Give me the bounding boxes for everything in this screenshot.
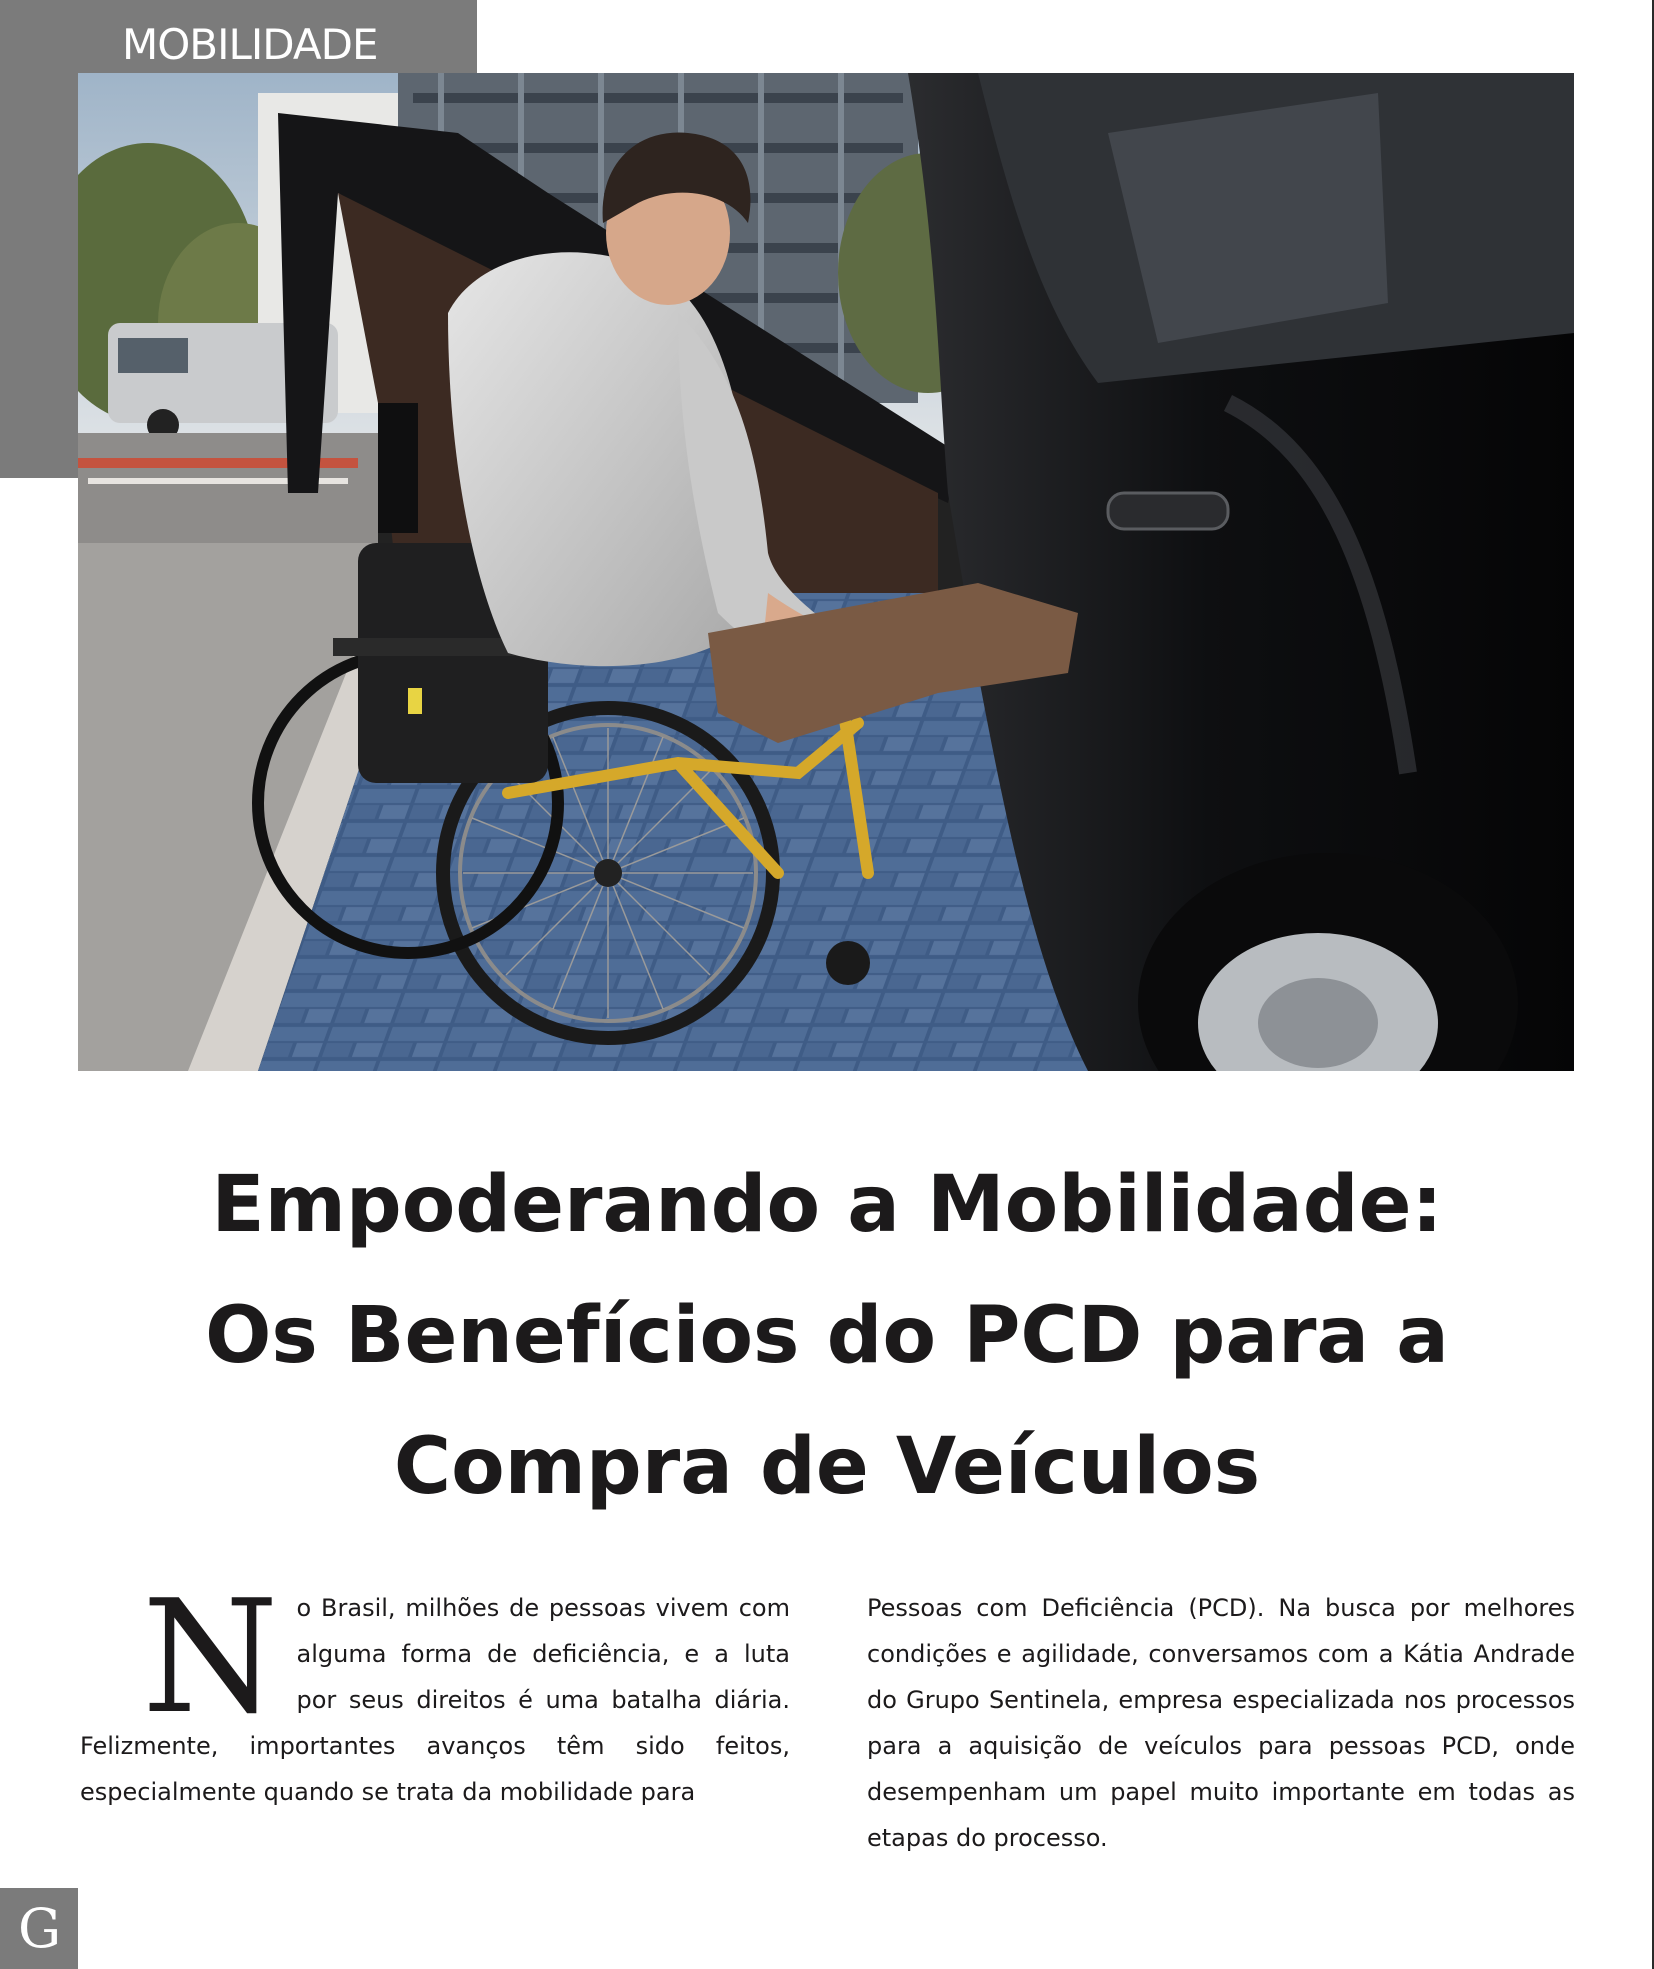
headline-line-2: Os Benefícios do PCD para a: [205, 1291, 1449, 1381]
article-text-left: o Brasil, milhões de pessoas vivem com alguma forma de deficiência, e a luta por seus direitos é uma batalha diária. Felizmente, importantes avanços têm sido feitos, especialmente quando se trata da mobilidade para: [80, 1594, 790, 1806]
page-badge-logo: G: [18, 1897, 62, 1960]
section-tag: MOBILIDADE: [122, 20, 378, 69]
article-column-left: [80, 1566, 790, 1815]
article-text-right: Pessoas com Deficiência (PCD). Na busca por melhores condições e agilidade, conversamos com a Kátia Andrade do Grupo Sentinela, empresa especializada nos processos para a aquisição de veículos para pessoas PCD, onde desempenham um papel muito importante em todas as etapas do processo.: [867, 1594, 1575, 1852]
wheelchair-user-entering-car-photo: [78, 73, 1574, 1071]
page-badge: [0, 1888, 78, 1969]
drop-cap: N: [142, 1566, 279, 1748]
headline-line-1: Empoderando a Mobilidade:: [211, 1160, 1443, 1250]
hero-photo: [78, 73, 1574, 1071]
headline-line-3: Compra de Veículos: [393, 1422, 1261, 1512]
article-headline: [130, 1140, 1524, 1533]
article-column-right: [867, 1585, 1575, 1861]
